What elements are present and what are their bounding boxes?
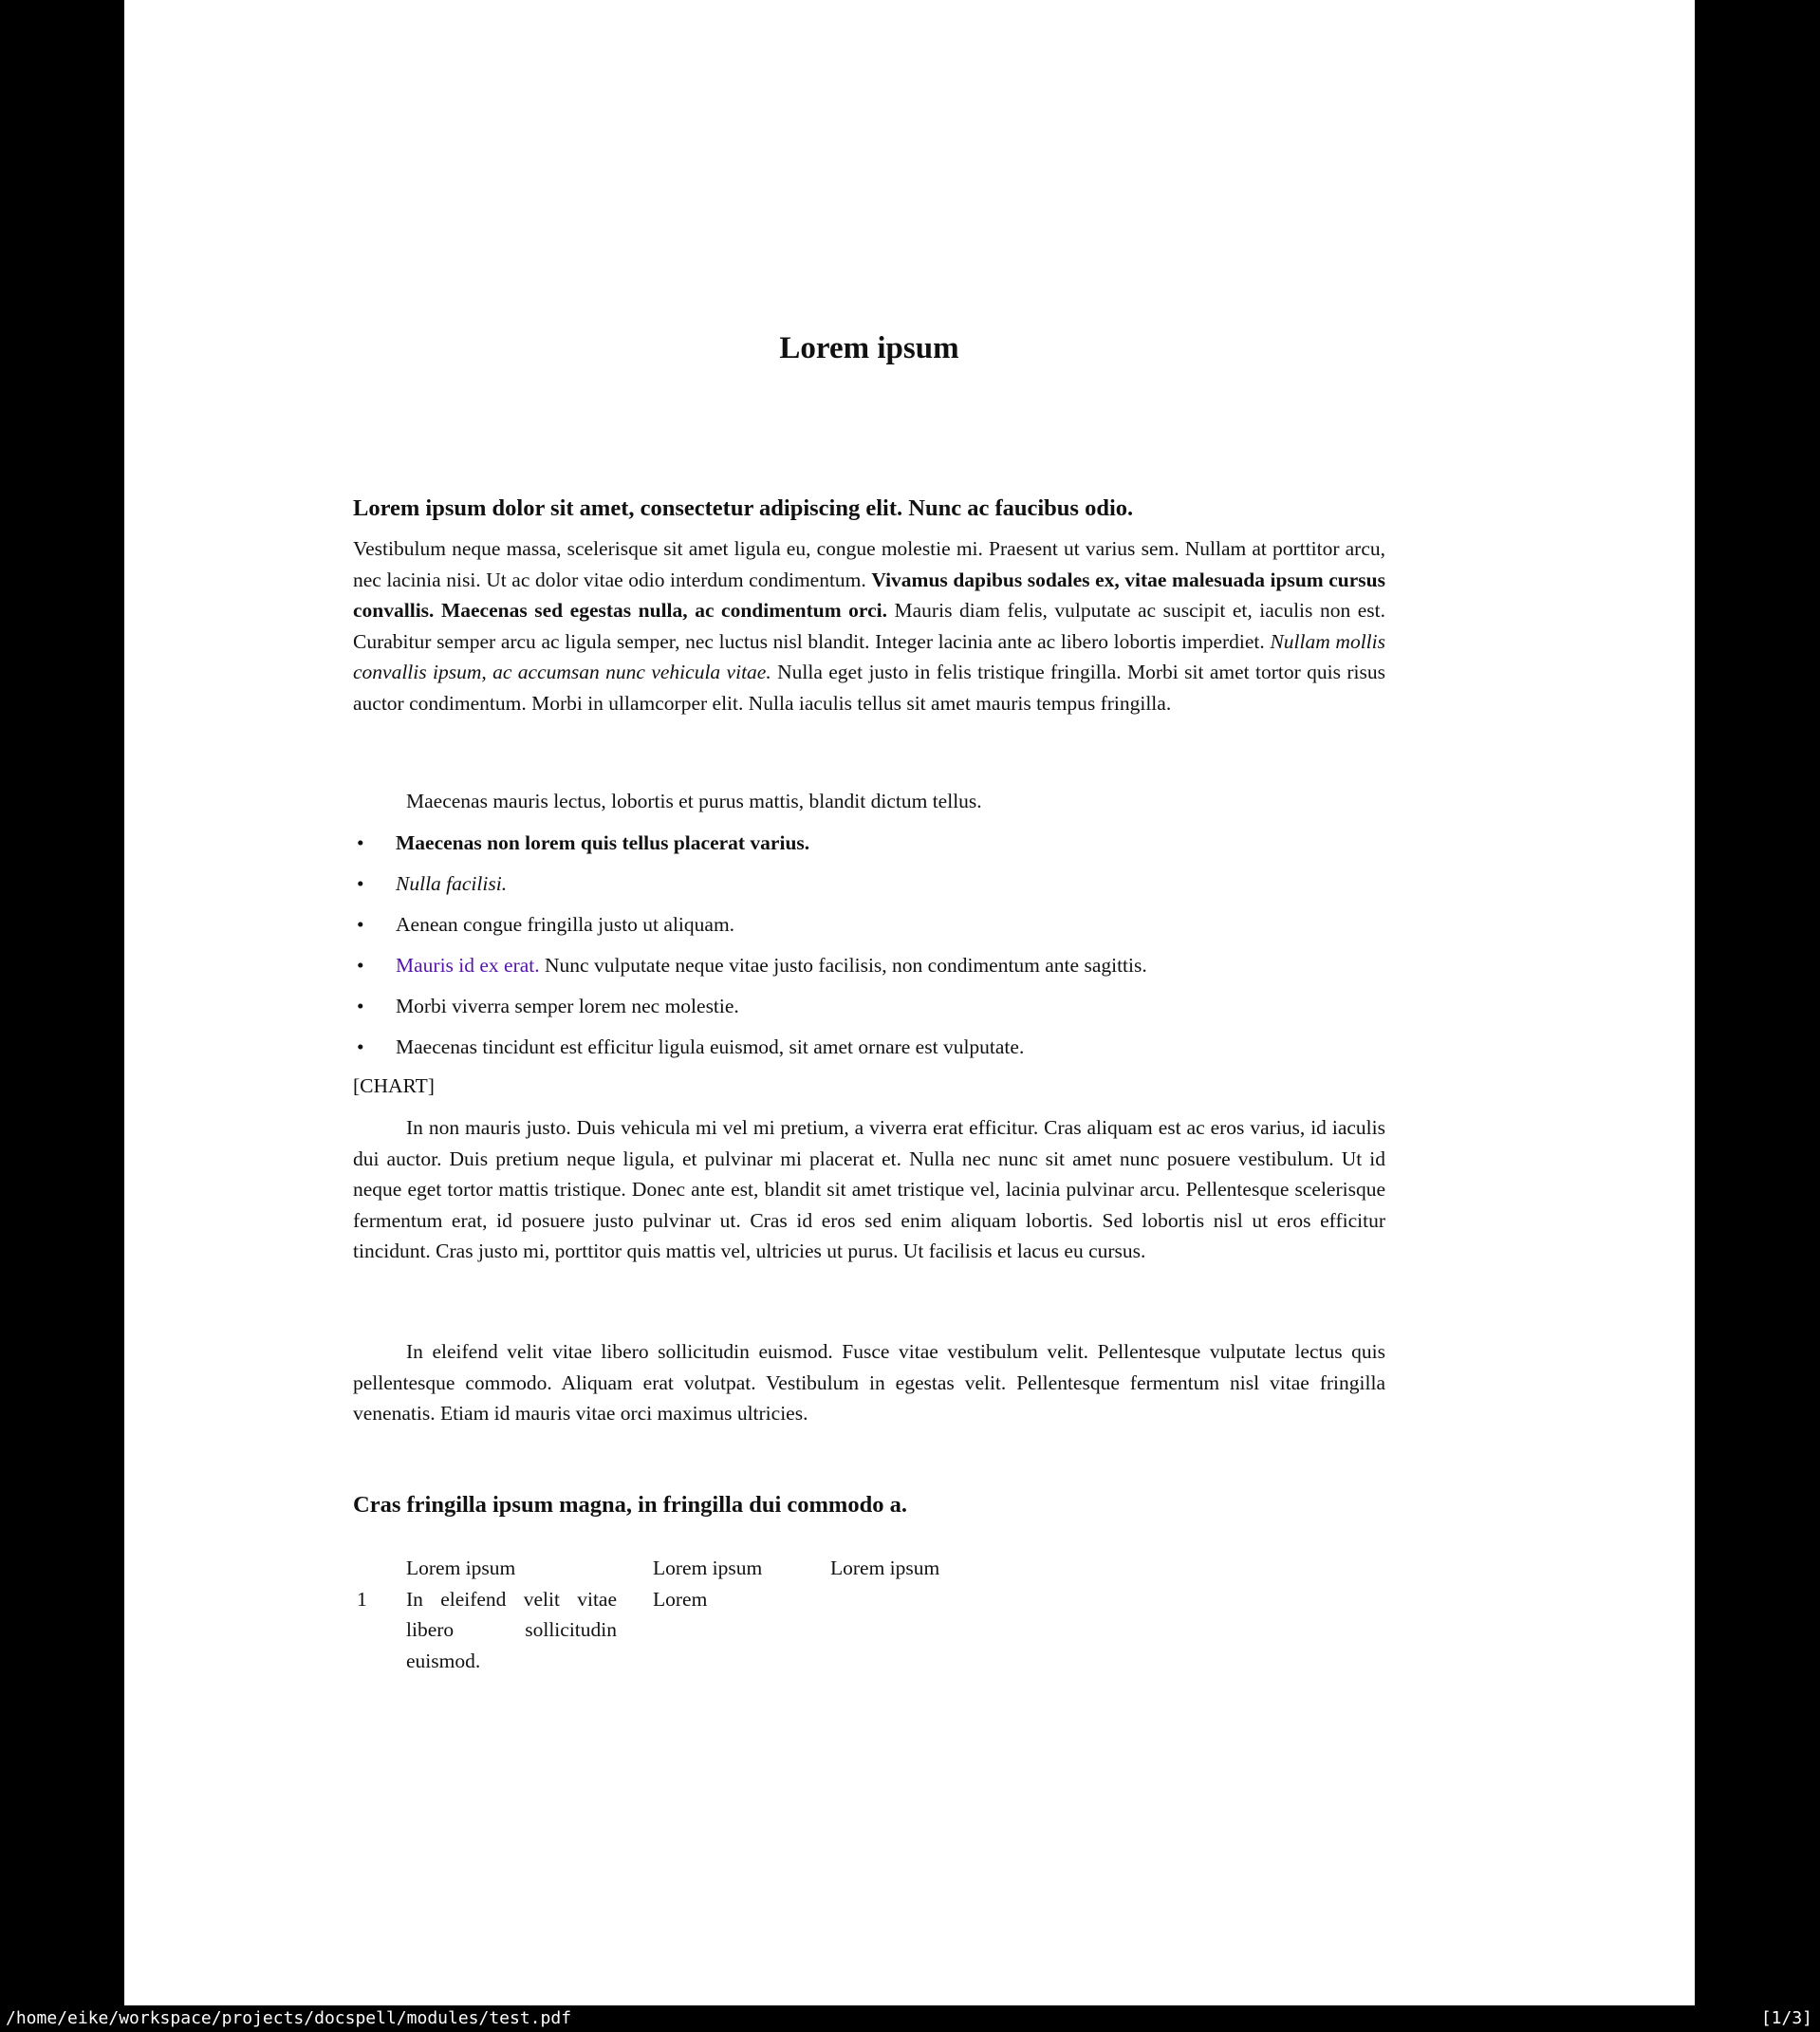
- table: [357, 1553, 1021, 1676]
- text-segment-bold: Maecenas non lorem quis tellus placerat varius.: [396, 831, 810, 854]
- text-segment-italic: Nulla facilisi.: [396, 872, 508, 895]
- status-page-indicator: [1/3]: [1760, 2007, 1812, 2028]
- table-header-cell: Lorem ipsum: [653, 1557, 763, 1579]
- pdf-page: [124, 0, 1695, 2005]
- text-segment-plain: Mauris diam felis, vulputate ac suscipit et, iaculis non est. Curabitur semper arcu ac ligula semper, nec luctus nisl blandit. Integer lacinia ante ac libero lobortis imperdiet.: [353, 599, 1385, 653]
- status-bar: [0, 2005, 1820, 2032]
- paragraph-3: In eleifend velit vitae libero sollicitudin euismod. Fusce vitae vestibulum velit. Pellentesque vulputate lectus quis pellentesque commodo. Aliquam erat volutpat. Vestibulum in egestas velit. Pellentesque fermentum nisl vitae fringilla venenatis. Etiam id mauris vitae orci maximus ultricies.: [353, 1340, 1385, 1425]
- table-header-cell: Lorem ipsum: [830, 1557, 940, 1579]
- table-cell: In eleifend velit vitae libero sollicitudin euismod.: [406, 1587, 617, 1672]
- table-header-cell: Lorem ipsum: [406, 1557, 516, 1579]
- list-item: [353, 909, 1385, 941]
- text-segment-italic: Nullam mollis convallis ipsum, ac accumsan nunc vehicula vitae.: [353, 629, 1385, 683]
- paragraph-note: Maecenas mauris lectus, lobortis et purus mattis, blandit dictum tellus.: [406, 790, 982, 812]
- section-heading-2: Cras fringilla ipsum magna, in fringilla dui commodo a.: [353, 1492, 907, 1518]
- status-file-path: /home/eike/workspace/projects/docspell/modules/test.pdf: [6, 2007, 572, 2028]
- paragraph-1: [353, 533, 1385, 718]
- text-segment-plain: Morbi viverra semper lorem nec molestie.: [396, 995, 739, 1017]
- list-item: [353, 991, 1385, 1022]
- bullet-list: [353, 828, 1385, 1063]
- list-item: [353, 868, 1385, 900]
- list-item: [353, 1032, 1385, 1063]
- table-row: [357, 1584, 1021, 1677]
- document-title: Lorem ipsum: [779, 331, 959, 365]
- chart-placeholder: [CHART]: [353, 1074, 435, 1097]
- text-segment-bold: Vivamus dapibus sodales ex, vitae malesuada ipsum cursus convallis. Maecenas sed egestas nulla, ac condimentum orci.: [353, 568, 1385, 622]
- table-header-row: [357, 1553, 1021, 1584]
- text-segment-plain: Nulla eget justo in felis tristique fringilla. Morbi sit amet tortor quis risus auctor condimentum. Morbi in ullamcorper elit. Nulla iaculis tellus sit amet mauris tempus fringilla.: [353, 661, 1385, 715]
- text-segment-plain: Aenean congue fringilla justo ut aliquam.: [396, 913, 735, 936]
- table-cell-row-number: 1: [357, 1587, 367, 1611]
- inline-link[interactable]: Mauris id ex erat.: [396, 954, 540, 977]
- section-heading-1: Lorem ipsum dolor sit amet, consectetur adipiscing elit. Nunc ac faucibus odio.: [353, 495, 1134, 521]
- text-segment-plain: Nunc vulputate neque vitae justo facilisis, non condimentum ante sagittis.: [539, 954, 1147, 977]
- table-cell: Lorem: [653, 1587, 708, 1611]
- text-segment-plain: Vestibulum neque massa, scelerisque sit amet ligula eu, congue molestie mi. Praesent ut varius sem. Nullam at porttitor arcu, nec lacinia nisi. Ut ac dolor vitae odio interdum condimentum.: [353, 537, 1385, 591]
- list-item: [353, 950, 1385, 981]
- list-item: [353, 828, 1385, 859]
- paragraph-2: In non mauris justo. Duis vehicula mi vel mi pretium, a viverra erat efficitur. Cras aliquam est ac eros varius, id iaculis dui auctor. Duis pretium neque ligula, et pulvinar mi placerat et. Nulla nec nunc sit amet nunc posuere vestibulum. Ut id neque eget tortor mattis tristique. Donec ante est, blandit sit amet tristique vel, lacinia pulvinar arcu. Pellentesque scelerisque fermentum erat, id posuere justo pulvinar ut. Cras id eros sed enim aliquam lobortis. Sed lobortis nisl ut eros efficitur tincidunt. Cras justo mi, porttitor quis mattis vel, ultricies ut purus. Ut facilisis et lacus eu cursus.: [353, 1116, 1385, 1262]
- text-segment-plain: Maecenas tincidunt est efficitur ligula euismod, sit amet ornare est vulputate.: [396, 1035, 1025, 1058]
